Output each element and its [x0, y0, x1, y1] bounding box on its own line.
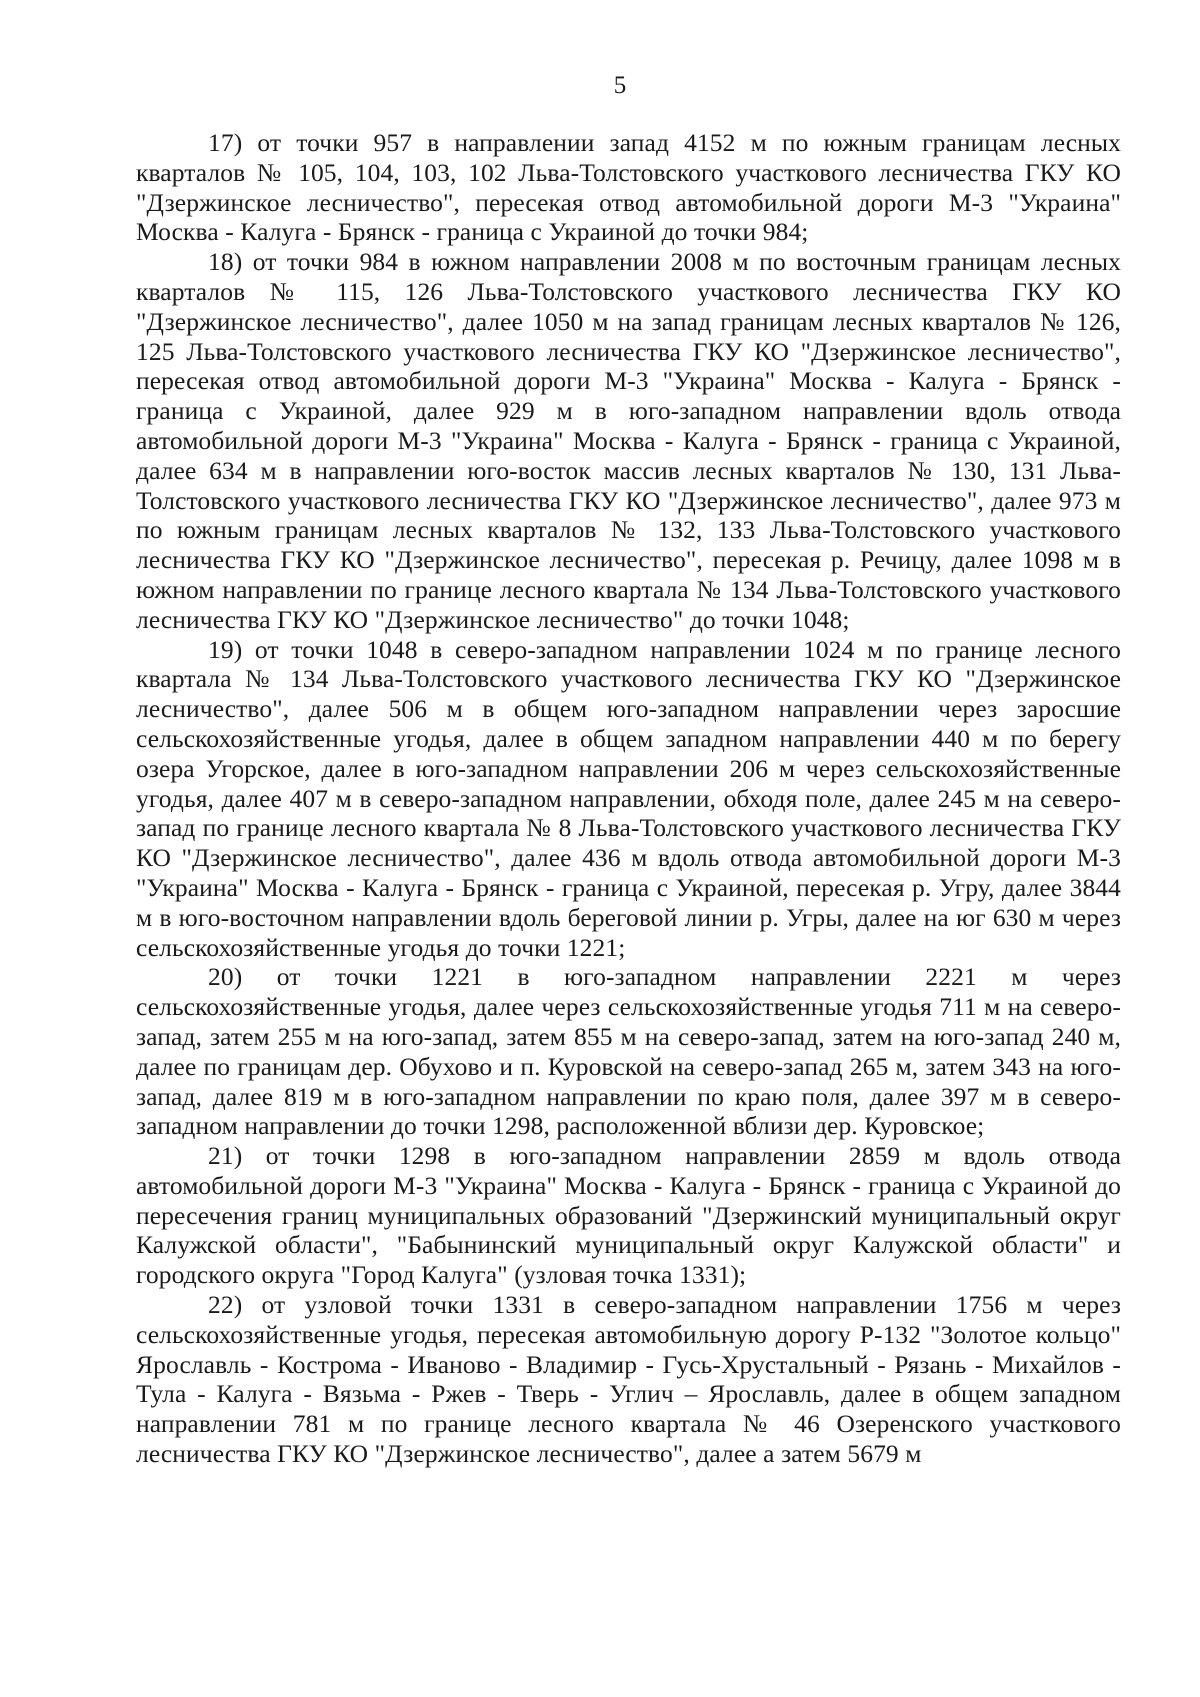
page-number: 5: [613, 72, 627, 99]
paragraph-item-19: 19) от точки 1048 в северо-западном направлении 1024 м по границе лесного квартала № 134 Льва-Толстовского участкового лесничества ГКУ КО "Дзержинское лесничество", далее 506 м в общем юго-западном направлении через заросшие сельскохозяйственные угодья, далее в общем западном направлении 440 м по берегу озера Угорское, далее в юго-западном направлении 206 м через сельскохозяйственные угодья, далее 407 м в северо-западном направлении, обходя поле, далее 245 м на северо-запад по границе лесного квартала № 8 Льва-Толстовского участкового лесничества ГКУ КО "Дзержинское лесничество", далее 436 м вдоль отвода автомобильной дороги М-3 "Украина" Москва - Калуга - Брянск - граница с Украиной, пересекая р. Угру, далее 3844 м в юго-восточном направлении вдоль береговой линии р. Угры, далее на юг 630 м через сельскохозяйственные угодья до точки 1221;: [136, 634, 1121, 962]
document-body: [136, 128, 1121, 1469]
paragraph-item-17: 17) от точки 957 в направлении запад 4152 м по южным границам лесных кварталов № 105, 104, 103, 102 Льва-Толстовского участкового лесничества ГКУ КО "Дзержинское лесничество", пересекая отвод автомобильной дороги М-3 "Украина" Москва - Калуга - Брянск - граница с Украиной до точки 984;: [136, 128, 1121, 247]
paragraph-item-22: 22) от узловой точки 1331 в северо-западном направлении 1756 м через сельскохозяйственные угодья, пересекая автомобильную дорогу Р-132 "Золотое кольцо" Ярославль - Кострома - Иваново - Владимир - Гусь-Хрустальный - Рязань - Михайлов - Тула - Калуга - Вязьма - Ржев - Тверь - Углич – Ярославль, далее в общем западном направлении 781 м по границе лесного квартала № 46 Озеренского участкового лесничества ГКУ КО "Дзержинское лесничество", далее а затем 5679 м: [136, 1290, 1121, 1469]
paragraph-item-21: 21) от точки 1298 в юго-западном направлении 2859 м вдоль отвода автомобильной дороги М-3 "Украина" Москва - Калуга - Брянск - граница с Украиной до пересечения границ муниципальных образований "Дзержинский муниципальный округ Калужской области", "Бабынинский муниципальный округ Калужской области" и городского округа "Город Калуга" (узловая точка 1331);: [136, 1141, 1121, 1290]
paragraph-item-18: 18) от точки 984 в южном направлении 2008 м по восточным границам лесных кварталов № 115, 126 Льва-Толстовского участкового лесничества ГКУ КО "Дзержинское лесничество", далее 1050 м на запад границам лесных кварталов № 126, 125 Льва-Толстовского участкового лесничества ГКУ КО "Дзержинское лесничество", пересекая отвод автомобильной дороги М-3 "Украина" Москва - Калуга - Брянск - граница с Украиной, далее 929 м в юго-западном направлении вдоль отвода автомобильной дороги М-3 "Украина" Москва - Калуга - Брянск - граница с Украиной, далее 634 м в направлении юго-восток массив лесных кварталов № 130, 131 Льва-Толстовского участкового лесничества ГКУ КО "Дзержинское лесничество", далее 973 м по южным границам лесных кварталов № 132, 133 Льва-Толстовского участкового лесничества ГКУ КО "Дзержинское лесничество", пересекая р. Речицу, далее 1098 м в южном направлении по границе лесного квартала № 134 Льва-Толстовского участкового лесничества ГКУ КО "Дзержинское лесничество" до точки 1048;: [136, 247, 1121, 634]
paragraph-item-20: 20) от точки 1221 в юго-западном направлении 2221 м через сельскохозяйственные угодья, далее через сельскохозяйственные угодья 711 м на северо-запад, затем 255 м на юго-запад, затем 855 м на северо-запад, затем на юго-запад 240 м, далее по границам дер. Обухово и п. Куровской на северо-запад 265 м, затем 343 на юго-запад, далее 819 м в юго-западном направлении по краю поля, далее 397 м в северо-западном направлении до точки 1298, расположенной вблизи дер. Куровское;: [136, 962, 1121, 1141]
